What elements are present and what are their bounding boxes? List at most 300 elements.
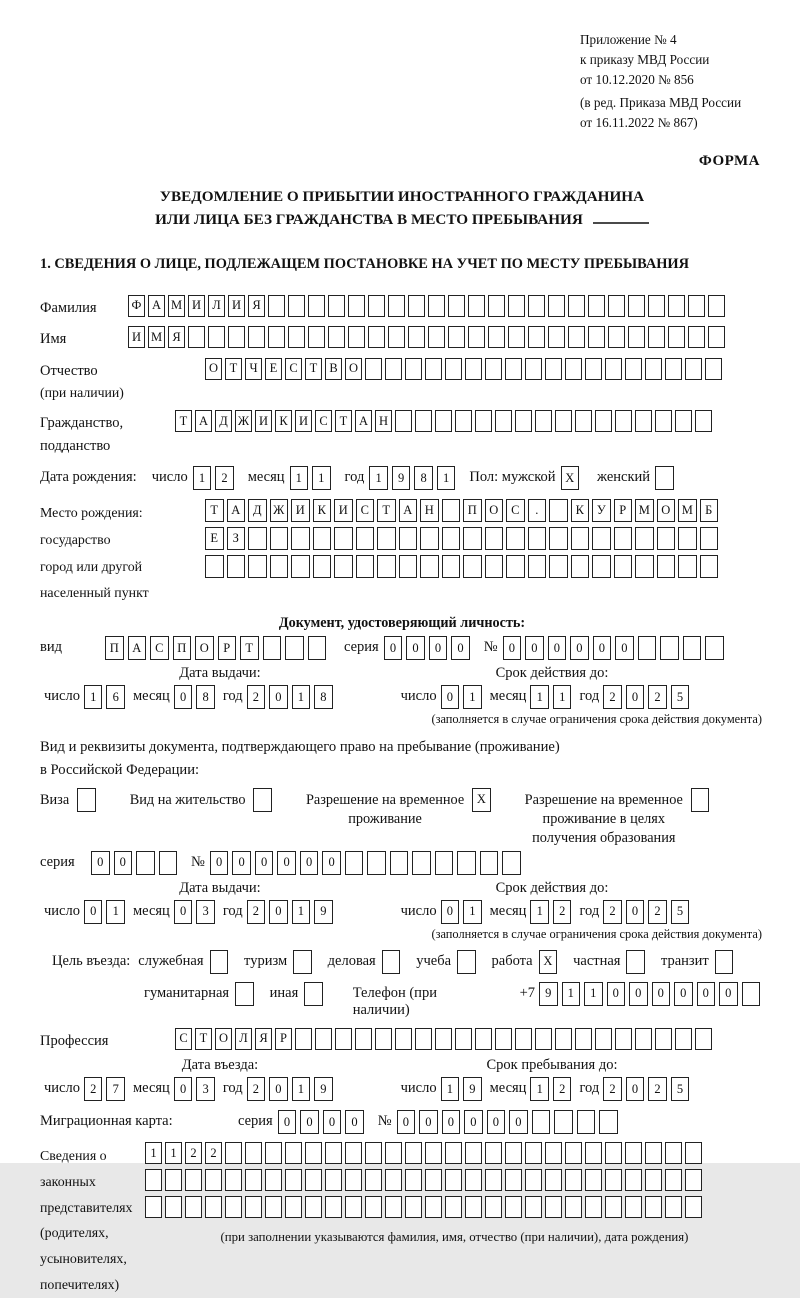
char-box[interactable] <box>585 1142 602 1164</box>
residence-valid-day[interactable] <box>441 900 486 924</box>
char-box[interactable] <box>313 527 332 550</box>
char-box[interactable]: Т <box>175 410 192 432</box>
char-box[interactable] <box>457 950 476 974</box>
char-box[interactable]: П <box>463 499 482 522</box>
char-box[interactable] <box>442 555 461 578</box>
char-box[interactable] <box>77 788 96 812</box>
birthplace-boxes-row1[interactable] <box>205 499 721 522</box>
char-box[interactable] <box>708 295 725 317</box>
char-box[interactable]: 0 <box>406 636 425 660</box>
char-box[interactable] <box>463 555 482 578</box>
char-box[interactable] <box>595 1028 612 1050</box>
char-box[interactable] <box>592 527 611 550</box>
char-box[interactable]: 1 <box>553 685 572 709</box>
char-box[interactable]: 1 <box>562 982 581 1006</box>
birth-year-boxes[interactable] <box>369 466 459 490</box>
char-box[interactable] <box>205 555 224 578</box>
char-box[interactable] <box>445 1142 462 1164</box>
char-box[interactable]: 0 <box>442 1110 461 1134</box>
residence-issue-month[interactable] <box>174 900 219 924</box>
char-box[interactable] <box>445 358 462 380</box>
char-box[interactable]: 1 <box>292 685 311 709</box>
char-box[interactable]: 9 <box>314 1077 333 1101</box>
char-box[interactable] <box>399 527 418 550</box>
char-box[interactable]: 2 <box>648 685 667 709</box>
char-box[interactable]: 2 <box>247 1077 266 1101</box>
char-box[interactable]: 0 <box>300 1110 319 1134</box>
char-box[interactable]: Е <box>265 358 282 380</box>
char-box[interactable]: 0 <box>719 982 738 1006</box>
char-box[interactable]: 0 <box>91 851 110 875</box>
temp-residence-edu-checkbox[interactable] <box>691 788 714 812</box>
char-box[interactable]: Т <box>377 499 396 522</box>
char-box[interactable] <box>295 1028 312 1050</box>
char-box[interactable] <box>308 636 327 660</box>
char-box[interactable] <box>165 1196 182 1218</box>
char-box[interactable] <box>390 851 409 875</box>
char-box[interactable] <box>691 788 710 812</box>
char-box[interactable]: 0 <box>322 851 341 875</box>
char-box[interactable] <box>488 326 505 348</box>
char-box[interactable]: 2 <box>215 466 234 490</box>
char-box[interactable] <box>565 1142 582 1164</box>
char-box[interactable] <box>442 527 461 550</box>
char-box[interactable] <box>685 1169 702 1191</box>
char-box[interactable]: С <box>315 410 332 432</box>
char-box[interactable] <box>614 555 633 578</box>
char-box[interactable]: 0 <box>174 685 193 709</box>
char-box[interactable] <box>549 555 568 578</box>
char-box[interactable] <box>285 1142 302 1164</box>
char-box[interactable] <box>535 410 552 432</box>
stay-month[interactable] <box>530 1077 575 1101</box>
title-blank-underline[interactable] <box>593 210 649 224</box>
name-boxes[interactable] <box>128 326 728 348</box>
char-box[interactable] <box>455 410 472 432</box>
migration-seriya-boxes[interactable] <box>278 1110 368 1134</box>
char-box[interactable] <box>425 1169 442 1191</box>
char-box[interactable] <box>375 1028 392 1050</box>
char-box[interactable]: 0 <box>626 1077 645 1101</box>
char-box[interactable]: О <box>205 358 222 380</box>
char-box[interactable]: С <box>506 499 525 522</box>
char-box[interactable] <box>592 555 611 578</box>
char-box[interactable]: 0 <box>174 900 193 924</box>
char-box[interactable]: Е <box>205 527 224 550</box>
char-box[interactable] <box>525 1142 542 1164</box>
char-box[interactable] <box>325 1169 342 1191</box>
char-box[interactable] <box>408 295 425 317</box>
stay-day[interactable] <box>441 1077 486 1101</box>
char-box[interactable] <box>428 295 445 317</box>
char-box[interactable]: 0 <box>84 900 103 924</box>
char-box[interactable] <box>385 358 402 380</box>
char-box[interactable] <box>225 1142 242 1164</box>
char-box[interactable] <box>571 555 590 578</box>
representatives-boxes-row3[interactable] <box>145 1196 764 1218</box>
char-box[interactable]: 0 <box>277 851 296 875</box>
char-box[interactable] <box>685 1142 702 1164</box>
char-box[interactable] <box>615 410 632 432</box>
char-box[interactable]: 2 <box>553 1077 572 1101</box>
residence-valid-year[interactable] <box>603 900 693 924</box>
char-box[interactable] <box>508 295 525 317</box>
residence-issue-day[interactable] <box>84 900 129 924</box>
char-box[interactable]: . <box>528 499 547 522</box>
char-box[interactable]: И <box>295 410 312 432</box>
char-box[interactable] <box>304 982 323 1006</box>
birth-day-boxes[interactable] <box>193 466 238 490</box>
char-box[interactable] <box>548 326 565 348</box>
char-box[interactable] <box>425 358 442 380</box>
char-box[interactable] <box>328 295 345 317</box>
char-box[interactable] <box>415 1028 432 1050</box>
char-box[interactable]: X <box>539 950 558 974</box>
purpose-business-checkbox[interactable] <box>382 950 405 974</box>
char-box[interactable] <box>245 1169 262 1191</box>
char-box[interactable] <box>742 982 761 1006</box>
char-box[interactable]: 0 <box>300 851 319 875</box>
char-box[interactable] <box>465 1169 482 1191</box>
char-box[interactable] <box>675 1028 692 1050</box>
char-box[interactable] <box>545 1169 562 1191</box>
char-box[interactable] <box>657 527 676 550</box>
char-box[interactable] <box>625 1196 642 1218</box>
char-box[interactable] <box>595 410 612 432</box>
char-box[interactable] <box>626 950 645 974</box>
char-box[interactable]: 1 <box>441 1077 460 1101</box>
char-box[interactable]: Т <box>195 1028 212 1050</box>
char-box[interactable] <box>705 358 722 380</box>
char-box[interactable] <box>385 1142 402 1164</box>
char-box[interactable] <box>270 555 289 578</box>
char-box[interactable]: 0 <box>269 1077 288 1101</box>
char-box[interactable]: А <box>128 636 147 660</box>
char-box[interactable] <box>412 851 431 875</box>
char-box[interactable] <box>145 1196 162 1218</box>
char-box[interactable] <box>159 851 178 875</box>
stay-year[interactable] <box>603 1077 693 1101</box>
char-box[interactable] <box>263 636 282 660</box>
char-box[interactable]: О <box>657 499 676 522</box>
purpose-tourism-checkbox[interactable] <box>293 950 316 974</box>
char-box[interactable] <box>334 555 353 578</box>
char-box[interactable] <box>334 527 353 550</box>
char-box[interactable]: 0 <box>255 851 274 875</box>
char-box[interactable] <box>385 1196 402 1218</box>
char-box[interactable] <box>588 326 605 348</box>
char-box[interactable] <box>635 410 652 432</box>
char-box[interactable]: М <box>635 499 654 522</box>
char-box[interactable] <box>348 326 365 348</box>
char-box[interactable]: М <box>148 326 165 348</box>
purpose-other-checkbox[interactable] <box>304 982 327 1006</box>
char-box[interactable]: 0 <box>548 636 567 660</box>
char-box[interactable] <box>356 555 375 578</box>
char-box[interactable] <box>528 527 547 550</box>
char-box[interactable] <box>325 1142 342 1164</box>
char-box[interactable]: Р <box>614 499 633 522</box>
char-box[interactable] <box>575 410 592 432</box>
char-box[interactable] <box>385 1169 402 1191</box>
char-box[interactable]: 9 <box>392 466 411 490</box>
char-box[interactable] <box>475 410 492 432</box>
char-box[interactable] <box>685 1196 702 1218</box>
char-box[interactable] <box>435 1028 452 1050</box>
char-box[interactable] <box>655 1028 672 1050</box>
char-box[interactable] <box>665 1142 682 1164</box>
char-box[interactable] <box>488 295 505 317</box>
char-box[interactable]: А <box>399 499 418 522</box>
char-box[interactable] <box>225 1196 242 1218</box>
char-box[interactable] <box>185 1169 202 1191</box>
char-box[interactable] <box>328 326 345 348</box>
char-box[interactable] <box>208 326 225 348</box>
char-box[interactable] <box>288 295 305 317</box>
purpose-study-checkbox[interactable] <box>457 950 480 974</box>
char-box[interactable] <box>675 410 692 432</box>
char-box[interactable]: 0 <box>626 685 645 709</box>
char-box[interactable]: 1 <box>106 900 125 924</box>
char-box[interactable]: 5 <box>671 685 690 709</box>
char-box[interactable] <box>225 1169 242 1191</box>
residence-issue-year[interactable] <box>247 900 337 924</box>
char-box[interactable]: 0 <box>345 1110 364 1134</box>
char-box[interactable] <box>227 555 246 578</box>
identity-valid-year[interactable] <box>603 685 693 709</box>
char-box[interactable]: Ж <box>270 499 289 522</box>
residence-seriya-boxes[interactable] <box>91 851 181 875</box>
char-box[interactable]: 0 <box>278 1110 297 1134</box>
char-box[interactable]: 0 <box>509 1110 528 1134</box>
char-box[interactable]: А <box>227 499 246 522</box>
char-box[interactable] <box>313 555 332 578</box>
char-box[interactable] <box>285 636 304 660</box>
char-box[interactable] <box>645 1196 662 1218</box>
char-box[interactable]: Я <box>168 326 185 348</box>
char-box[interactable]: 0 <box>503 636 522 660</box>
char-box[interactable]: 0 <box>570 636 589 660</box>
identity-issue-month[interactable] <box>174 685 219 709</box>
char-box[interactable]: 5 <box>671 1077 690 1101</box>
char-box[interactable]: 0 <box>525 636 544 660</box>
char-box[interactable] <box>268 326 285 348</box>
char-box[interactable] <box>485 527 504 550</box>
char-box[interactable]: 1 <box>530 1077 549 1101</box>
residence-valid-month[interactable] <box>530 900 575 924</box>
char-box[interactable] <box>248 527 267 550</box>
char-box[interactable] <box>455 1028 472 1050</box>
purpose-work-checkbox[interactable] <box>539 950 562 974</box>
char-box[interactable]: О <box>215 1028 232 1050</box>
visa-checkbox[interactable] <box>77 788 100 812</box>
identity-issue-year[interactable] <box>247 685 337 709</box>
char-box[interactable] <box>205 1169 222 1191</box>
char-box[interactable] <box>365 1196 382 1218</box>
char-box[interactable]: 0 <box>269 900 288 924</box>
char-box[interactable]: 0 <box>626 900 645 924</box>
representatives-boxes-row2[interactable] <box>145 1169 764 1191</box>
phone-boxes[interactable] <box>539 982 764 1006</box>
citizenship-boxes[interactable] <box>175 410 715 432</box>
char-box[interactable]: 2 <box>247 900 266 924</box>
char-box[interactable] <box>365 358 382 380</box>
char-box[interactable] <box>549 527 568 550</box>
char-box[interactable] <box>305 1196 322 1218</box>
char-box[interactable] <box>599 1110 618 1134</box>
char-box[interactable]: 1 <box>312 466 331 490</box>
char-box[interactable] <box>248 555 267 578</box>
char-box[interactable] <box>288 326 305 348</box>
char-box[interactable] <box>405 1169 422 1191</box>
char-box[interactable] <box>293 950 312 974</box>
char-box[interactable] <box>568 326 585 348</box>
char-box[interactable] <box>435 410 452 432</box>
char-box[interactable]: С <box>285 358 302 380</box>
char-box[interactable]: 5 <box>671 900 690 924</box>
char-box[interactable]: 0 <box>593 636 612 660</box>
char-box[interactable]: 0 <box>615 636 634 660</box>
char-box[interactable] <box>457 851 476 875</box>
char-box[interactable]: Л <box>208 295 225 317</box>
char-box[interactable]: 6 <box>106 685 125 709</box>
char-box[interactable] <box>463 527 482 550</box>
char-box[interactable] <box>428 326 445 348</box>
char-box[interactable]: Д <box>215 410 232 432</box>
char-box[interactable] <box>565 1169 582 1191</box>
char-box[interactable] <box>445 1196 462 1218</box>
char-box[interactable] <box>695 410 712 432</box>
char-box[interactable] <box>628 295 645 317</box>
char-box[interactable]: 8 <box>314 685 333 709</box>
patronymic-boxes[interactable] <box>205 358 725 380</box>
identity-valid-day[interactable] <box>441 685 486 709</box>
char-box[interactable] <box>685 358 702 380</box>
char-box[interactable]: 1 <box>165 1142 182 1164</box>
char-box[interactable]: 7 <box>106 1077 125 1101</box>
char-box[interactable] <box>525 1169 542 1191</box>
char-box[interactable]: Н <box>375 410 392 432</box>
birthplace-boxes-row2[interactable] <box>205 527 721 550</box>
char-box[interactable] <box>245 1142 262 1164</box>
char-box[interactable] <box>506 555 525 578</box>
char-box[interactable]: А <box>355 410 372 432</box>
char-box[interactable]: 8 <box>414 466 433 490</box>
char-box[interactable] <box>505 1196 522 1218</box>
char-box[interactable] <box>605 1196 622 1218</box>
char-box[interactable] <box>665 1169 682 1191</box>
char-box[interactable]: 0 <box>464 1110 483 1134</box>
char-box[interactable]: 9 <box>314 900 333 924</box>
char-box[interactable]: З <box>227 527 246 550</box>
char-box[interactable] <box>608 295 625 317</box>
char-box[interactable]: 0 <box>232 851 251 875</box>
entry-year[interactable] <box>247 1077 337 1101</box>
surname-boxes[interactable] <box>128 295 728 317</box>
char-box[interactable]: К <box>571 499 590 522</box>
char-box[interactable] <box>305 1169 322 1191</box>
char-box[interactable]: 1 <box>463 685 482 709</box>
char-box[interactable] <box>335 1028 352 1050</box>
char-box[interactable] <box>395 410 412 432</box>
char-box[interactable] <box>565 1196 582 1218</box>
char-box[interactable] <box>248 326 265 348</box>
char-box[interactable] <box>657 555 676 578</box>
char-box[interactable] <box>448 295 465 317</box>
char-box[interactable]: 1 <box>463 900 482 924</box>
char-box[interactable]: О <box>195 636 214 660</box>
char-box[interactable]: 1 <box>530 900 549 924</box>
char-box[interactable] <box>700 527 719 550</box>
entry-day[interactable] <box>84 1077 129 1101</box>
purpose-humanitarian-checkbox[interactable] <box>235 982 258 1006</box>
char-box[interactable] <box>614 527 633 550</box>
char-box[interactable]: О <box>345 358 362 380</box>
char-box[interactable]: 1 <box>530 685 549 709</box>
char-box[interactable] <box>356 527 375 550</box>
char-box[interactable] <box>495 410 512 432</box>
char-box[interactable] <box>628 326 645 348</box>
char-box[interactable] <box>388 326 405 348</box>
char-box[interactable] <box>585 1196 602 1218</box>
char-box[interactable] <box>415 410 432 432</box>
char-box[interactable]: Т <box>335 410 352 432</box>
char-box[interactable]: М <box>168 295 185 317</box>
profession-boxes[interactable] <box>175 1028 715 1050</box>
char-box[interactable] <box>382 950 401 974</box>
char-box[interactable] <box>425 1196 442 1218</box>
char-box[interactable]: 0 <box>441 900 460 924</box>
char-box[interactable] <box>325 1196 342 1218</box>
char-box[interactable] <box>448 326 465 348</box>
char-box[interactable] <box>235 982 254 1006</box>
char-box[interactable] <box>365 1169 382 1191</box>
char-box[interactable]: И <box>188 295 205 317</box>
char-box[interactable]: И <box>291 499 310 522</box>
char-box[interactable] <box>585 1169 602 1191</box>
char-box[interactable] <box>548 295 565 317</box>
purpose-transit-checkbox[interactable] <box>715 950 738 974</box>
char-box[interactable]: 0 <box>384 636 403 660</box>
char-box[interactable]: 3 <box>196 900 215 924</box>
char-box[interactable] <box>655 466 674 490</box>
char-box[interactable] <box>365 1142 382 1164</box>
char-box[interactable]: Л <box>235 1028 252 1050</box>
char-box[interactable] <box>528 295 545 317</box>
char-box[interactable] <box>575 1028 592 1050</box>
char-box[interactable] <box>683 636 702 660</box>
char-box[interactable] <box>515 410 532 432</box>
char-box[interactable]: Т <box>240 636 259 660</box>
char-box[interactable]: И <box>334 499 353 522</box>
char-box[interactable] <box>688 295 705 317</box>
char-box[interactable] <box>210 950 229 974</box>
char-box[interactable] <box>705 636 724 660</box>
char-box[interactable] <box>485 1142 502 1164</box>
char-box[interactable] <box>678 555 697 578</box>
char-box[interactable] <box>475 1028 492 1050</box>
char-box[interactable] <box>442 499 461 522</box>
char-box[interactable] <box>377 555 396 578</box>
char-box[interactable] <box>368 326 385 348</box>
char-box[interactable] <box>608 326 625 348</box>
char-box[interactable] <box>291 527 310 550</box>
char-box[interactable] <box>525 1196 542 1218</box>
identity-valid-month[interactable] <box>530 685 575 709</box>
char-box[interactable] <box>585 358 602 380</box>
char-box[interactable]: X <box>561 466 580 490</box>
char-box[interactable] <box>188 326 205 348</box>
